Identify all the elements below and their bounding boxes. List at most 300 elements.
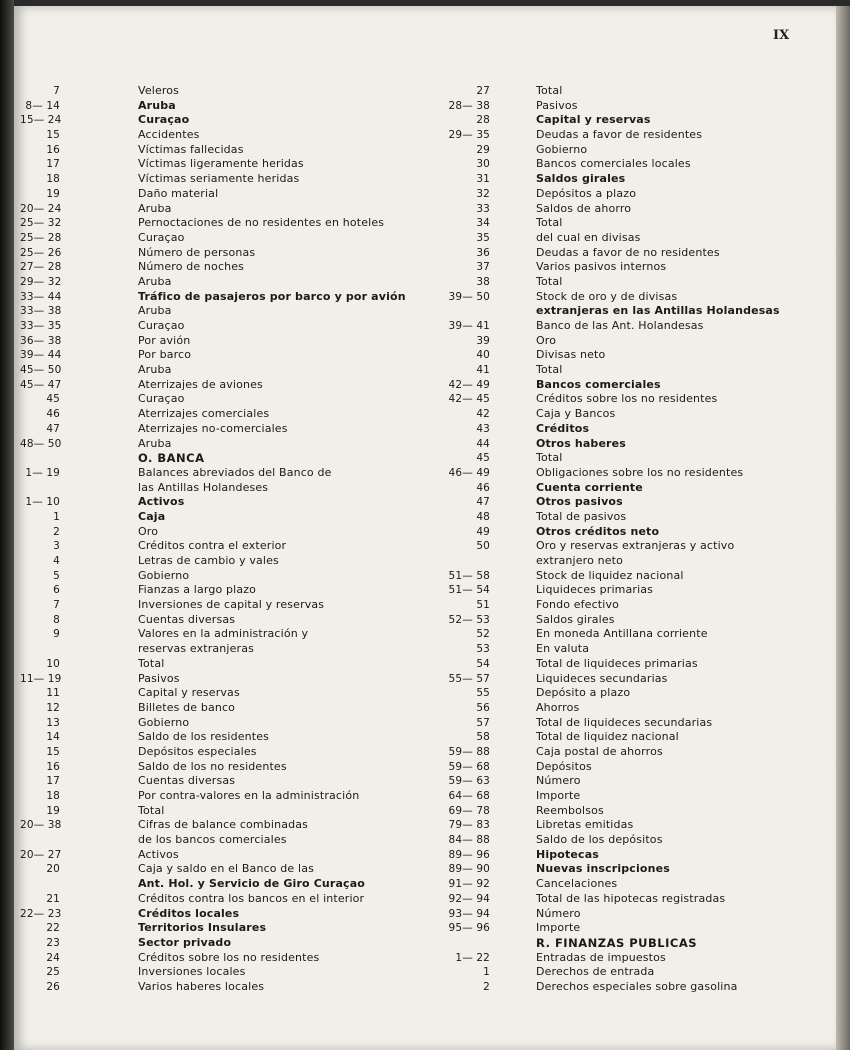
entry-number: 35	[476, 231, 490, 244]
entry-label: Accidentes	[138, 128, 200, 142]
entry-label: Gobierno	[138, 568, 190, 582]
index-entry	[438, 363, 830, 378]
entry-number: 20— 24	[20, 202, 62, 215]
entry-number: 51	[476, 599, 490, 612]
index-entry	[438, 554, 830, 569]
index-entry	[438, 246, 830, 261]
entry-label: Número de personas	[138, 245, 256, 259]
entry-label: Número de noches	[138, 260, 245, 274]
index-entry	[438, 260, 830, 275]
scan-left-edge	[0, 0, 14, 1050]
index-entry	[20, 378, 420, 393]
index-entry	[438, 877, 830, 892]
entry-number: 6	[53, 584, 60, 597]
entry-number: 46	[476, 481, 490, 494]
entry-label: Saldo de los no residentes	[138, 759, 287, 773]
entry-label: Obligaciones sobre los no residentes	[536, 465, 744, 479]
left-index-column	[20, 84, 420, 995]
entry-number: 51— 54	[448, 584, 490, 597]
entry-number: 91— 92	[448, 878, 490, 891]
entry-label: Depósito a plazo	[536, 686, 631, 700]
entry-number: 46— 49	[448, 466, 490, 479]
entry-number: 42— 45	[448, 393, 490, 406]
entry-number: 56	[476, 701, 490, 714]
index-entry	[20, 892, 420, 907]
entry-number: 58	[476, 731, 490, 744]
entry-label: Aterrizajes comerciales	[138, 407, 270, 421]
index-entry	[438, 84, 830, 99]
index-entry	[20, 701, 420, 716]
entry-label: Caja y saldo en el Banco de las	[138, 862, 314, 876]
entry-label: Otros créditos neto	[536, 524, 660, 538]
entry-label: Reembolsos	[536, 803, 604, 817]
entry-number: 29— 35	[448, 129, 490, 142]
entry-number: 29— 32	[20, 275, 62, 288]
index-entry	[20, 818, 420, 833]
index-entry	[438, 481, 830, 496]
entry-label: Total de las hipotecas registradas	[536, 891, 726, 905]
index-entry	[438, 686, 830, 701]
index-entry	[438, 99, 830, 114]
entry-number: 43	[476, 422, 490, 435]
index-entry	[438, 437, 830, 452]
entry-number: 7	[53, 599, 60, 612]
index-entry	[20, 907, 420, 922]
entry-number: 15	[46, 129, 60, 142]
entry-label: Balances abreviados del Banco de	[138, 465, 332, 479]
entry-label: Total	[138, 803, 165, 817]
entry-label: Número	[536, 774, 581, 788]
entry-number: 13	[46, 716, 60, 729]
index-entry	[20, 848, 420, 863]
index-entry	[20, 304, 420, 319]
index-entry	[20, 716, 420, 731]
entry-number: 25— 32	[20, 217, 62, 230]
index-entry	[20, 334, 420, 349]
index-entry	[438, 348, 830, 363]
entry-label: Importe	[536, 789, 581, 802]
entry-label: Deudas a favor de no residentes	[536, 245, 720, 259]
entry-label: reservas extranjeras	[138, 642, 254, 656]
index-entry	[438, 907, 830, 922]
index-entry	[20, 760, 420, 775]
index-entry	[20, 583, 420, 598]
entry-label: Curaçao	[138, 230, 185, 244]
entry-number: 30	[476, 158, 490, 171]
index-entry	[438, 128, 830, 143]
index-entry	[438, 157, 830, 172]
entry-number: 84— 88	[448, 834, 490, 847]
entry-label: Oro	[536, 333, 557, 347]
entry-number: 42— 49	[448, 378, 490, 391]
page-number: IX	[773, 28, 790, 43]
entry-number: 1— 10	[25, 496, 60, 509]
index-entry	[20, 172, 420, 187]
entry-label: Víctimas seriamente heridas	[138, 172, 300, 186]
entry-number: 39— 44	[20, 349, 62, 362]
index-entry	[438, 613, 830, 628]
entry-label: Curaçao	[138, 319, 185, 332]
index-entry	[20, 260, 420, 275]
entry-label: Aruba	[138, 98, 176, 112]
index-entry	[20, 569, 420, 584]
entry-label: Hipotecas	[536, 847, 599, 861]
entry-number: 14	[46, 731, 60, 744]
index-entry	[438, 495, 830, 510]
index-entry	[438, 187, 830, 202]
entry-number: 33— 38	[20, 305, 62, 318]
entry-number: 19	[46, 804, 60, 817]
entry-number: 8— 14	[25, 99, 60, 112]
entry-label: Ahorros	[536, 700, 580, 714]
index-entry	[20, 275, 420, 290]
entry-number: 25— 28	[20, 231, 62, 244]
entry-number: 46	[46, 408, 60, 421]
entry-label: de los bancos comerciales	[138, 833, 287, 847]
entry-label: Inversiones de capital y reservas	[138, 598, 325, 612]
entry-number: 44	[476, 437, 490, 450]
entry-number: 27— 28	[20, 261, 62, 274]
entry-label: En valuta	[536, 642, 590, 656]
entry-number: 33— 35	[20, 320, 62, 332]
entry-label: Saldos de ahorro	[536, 201, 632, 215]
entry-number: 9	[53, 628, 60, 641]
entry-number: 15	[46, 745, 60, 758]
index-entry	[20, 951, 420, 966]
entry-number: 33— 44	[20, 290, 62, 303]
entry-number: 17	[46, 158, 60, 171]
entry-number: 69— 78	[448, 804, 490, 817]
entry-label: Aterrizajes no-comerciales	[138, 421, 288, 435]
index-entry	[438, 510, 830, 525]
entry-label: Por avión	[138, 333, 191, 347]
entry-number: 22— 23	[20, 907, 62, 920]
entry-label: Total	[536, 363, 563, 377]
entry-label: Cancelaciones	[536, 877, 618, 891]
entry-label: Caja postal de ahorros	[536, 744, 663, 758]
index-entry	[438, 275, 830, 290]
entry-number: 45	[476, 452, 490, 465]
entry-number: 37	[476, 261, 490, 274]
entry-label: las Antillas Holandeses	[138, 480, 269, 494]
entry-label: Total	[536, 84, 563, 97]
entry-label: Total	[138, 656, 165, 670]
entry-label: En moneda Antillana corriente	[536, 627, 708, 641]
entry-label: del cual en divisas	[536, 230, 641, 244]
index-entry	[20, 980, 420, 995]
entry-label: Aruba	[138, 436, 172, 450]
index-entry	[20, 774, 420, 789]
entry-label: Por contra-valores en la administración	[138, 789, 360, 802]
entry-number: 25— 26	[20, 246, 62, 259]
entry-number: 45— 50	[20, 364, 62, 377]
entry-number: 53	[476, 643, 490, 656]
entry-label: Total de liquideces secundarias	[536, 715, 713, 729]
index-entry	[438, 936, 830, 951]
entry-number: 36— 38	[20, 334, 62, 347]
index-entry	[438, 392, 830, 407]
entry-number: 4	[53, 555, 60, 567]
index-entry	[438, 672, 830, 687]
entry-number: 38	[476, 275, 490, 288]
index-entry	[20, 157, 420, 172]
index-entry	[20, 422, 420, 437]
entry-label: Activos	[138, 847, 179, 861]
entry-number: 2	[483, 980, 490, 993]
entry-number: 24	[46, 951, 60, 964]
entry-label: Divisas neto	[536, 348, 606, 362]
index-entry	[438, 113, 830, 128]
entry-number: 5	[53, 569, 60, 582]
entry-label: Aruba	[138, 363, 172, 377]
index-entry	[20, 451, 420, 466]
index-entry	[438, 862, 830, 877]
index-entry	[438, 539, 830, 554]
index-entry	[20, 525, 420, 540]
entry-label: Créditos sobre los no residentes	[138, 950, 320, 964]
index-entry	[20, 627, 420, 642]
entry-number: 23	[46, 936, 60, 949]
index-entry	[20, 128, 420, 143]
entry-label: Libretas emitidas	[536, 818, 634, 832]
index-entry	[438, 774, 830, 789]
entry-label: Total de liquidez nacional	[536, 730, 679, 744]
index-entry	[20, 84, 420, 99]
entry-label: Créditos sobre los no residentes	[536, 392, 718, 406]
entry-label: extranjeras en las Antillas Holandesas	[536, 304, 780, 318]
entry-label: Derechos de entrada	[536, 965, 655, 979]
entry-label: Deudas a favor de residentes	[536, 128, 703, 142]
entry-label: Caja	[138, 509, 166, 523]
index-entry	[438, 290, 830, 305]
entry-label: Pasivos	[536, 98, 578, 112]
entry-number: 48	[476, 510, 490, 523]
index-entry	[20, 290, 420, 305]
entry-label: Derechos especiales sobre gasolina	[536, 979, 738, 993]
entry-label: Curaçao	[138, 113, 190, 127]
entry-label: Saldos girales	[536, 612, 615, 626]
entry-number: 3	[53, 540, 60, 553]
entry-number: 29	[476, 143, 490, 156]
entry-number: 18	[46, 790, 60, 802]
index-entry	[438, 451, 830, 466]
entry-number: 45— 47	[20, 378, 62, 391]
entry-label: Total	[536, 451, 563, 465]
index-entry	[20, 202, 420, 217]
index-entry	[20, 613, 420, 628]
index-entry	[20, 642, 420, 657]
index-entry	[438, 980, 830, 995]
entry-number: 20— 27	[20, 848, 62, 861]
entry-label: Capital y reservas	[138, 686, 240, 700]
entry-label: Caja y Bancos	[536, 407, 616, 421]
entry-label: Nuevas inscripciones	[536, 862, 670, 876]
index-entry	[438, 657, 830, 672]
entry-number: 22	[46, 922, 60, 935]
entry-label: R. FINANZAS PUBLICAS	[536, 935, 698, 950]
entry-number: 59— 68	[448, 760, 490, 773]
index-entry	[438, 642, 830, 657]
entry-number: 1— 19	[25, 466, 60, 479]
index-entry	[20, 99, 420, 114]
index-entry	[20, 363, 420, 378]
entry-label: Pasivos	[138, 671, 180, 685]
index-entry	[438, 583, 830, 598]
entry-number: 33	[476, 202, 490, 215]
entry-number: 1	[483, 966, 490, 979]
entry-label: Ant. Hol. y Servicio de Giro Curaçao	[138, 877, 366, 891]
entry-number: 39— 41	[448, 320, 490, 332]
index-entry	[438, 525, 830, 540]
index-entry	[438, 143, 830, 158]
entry-label: Tráfico de pasajeros por barco y por avión	[138, 289, 406, 303]
index-entry	[20, 319, 420, 334]
index-entry	[20, 936, 420, 951]
entry-label: Bancos comerciales locales	[536, 157, 691, 171]
index-entry	[438, 818, 830, 833]
entry-label: Aruba	[138, 304, 172, 318]
index-entry	[20, 246, 420, 261]
entry-label: Activos	[138, 495, 185, 509]
entry-label: Varios pasivos internos	[536, 260, 667, 274]
index-entry	[20, 877, 420, 892]
index-entry	[20, 187, 420, 202]
index-entry	[438, 319, 830, 334]
entry-label: Otros pasivos	[536, 495, 623, 509]
index-entry	[20, 231, 420, 246]
index-entry	[438, 569, 830, 584]
entry-number: 18	[46, 173, 60, 186]
index-entry	[20, 686, 420, 701]
entry-number: 12	[46, 701, 60, 714]
entry-number: 7	[53, 85, 60, 97]
entry-number: 39— 50	[448, 290, 490, 303]
index-entry	[20, 745, 420, 760]
entry-label: Valores en la administración y	[138, 627, 309, 641]
index-entry	[438, 202, 830, 217]
index-entry	[438, 172, 830, 187]
index-entry	[438, 466, 830, 481]
entry-number: 41	[476, 364, 490, 377]
entry-label: Stock de oro y de divisas	[536, 289, 678, 303]
index-entry	[20, 407, 420, 422]
index-entry	[438, 378, 830, 393]
entry-number: 89— 96	[448, 848, 490, 861]
index-entry	[438, 745, 830, 760]
entry-label: Billetes de banco	[138, 700, 236, 714]
index-entry	[438, 760, 830, 775]
entry-label: Número	[536, 906, 581, 920]
entry-label: Saldo de los residentes	[138, 730, 270, 744]
entry-number: 32	[476, 187, 490, 200]
index-entry	[20, 965, 420, 980]
entry-number: 95— 96	[448, 922, 490, 935]
index-entry	[20, 392, 420, 407]
entry-number: 15— 24	[20, 114, 62, 127]
index-entry	[438, 304, 830, 319]
entry-label: Fondo efectivo	[536, 598, 620, 612]
entry-number: 31	[476, 173, 490, 186]
entry-number: 10	[46, 657, 60, 670]
entry-label: Stock de liquidez nacional	[536, 568, 684, 582]
entry-label: Pernoctaciones de no residentes en hoteles	[138, 216, 385, 230]
entry-label: Liquideces primarias	[536, 583, 654, 597]
index-entry	[438, 216, 830, 231]
entry-number: 21	[46, 892, 60, 905]
entry-number: 64— 68	[448, 790, 490, 802]
index-entry	[20, 348, 420, 363]
entry-number: 34	[476, 217, 490, 230]
entry-label: Víctimas fallecidas	[138, 142, 244, 156]
entry-label: Créditos locales	[138, 906, 240, 920]
index-entry	[20, 730, 420, 745]
index-entry	[20, 862, 420, 877]
index-entry	[438, 627, 830, 642]
entry-number: 57	[476, 716, 490, 729]
entry-number: 2	[53, 525, 60, 538]
entry-number: 50	[476, 540, 490, 553]
entry-label: Créditos contra el exterior	[138, 539, 287, 553]
entry-label: Por barco	[138, 348, 192, 362]
index-entry	[20, 466, 420, 481]
entry-label: Inversiones locales	[138, 965, 246, 979]
index-entry	[438, 334, 830, 349]
entry-label: Veleros	[138, 84, 180, 97]
index-entry	[438, 730, 830, 745]
entry-label: Cuentas diversas	[138, 612, 236, 626]
entry-number: 1	[53, 510, 60, 523]
entry-label: Aterrizajes de aviones	[138, 377, 263, 391]
entry-number: 26	[46, 980, 60, 993]
entry-label: Total	[536, 216, 563, 230]
entry-label: Depósitos a plazo	[536, 186, 637, 200]
entry-number: 1— 22	[455, 951, 490, 964]
entry-label: Oro y reservas extranjeras y activo	[536, 539, 735, 553]
index-entry	[20, 437, 420, 452]
index-entry	[20, 539, 420, 554]
entry-number: 28	[476, 114, 490, 127]
entry-label: Total de liquideces primarias	[536, 656, 698, 670]
entry-label: Fianzas a largo plazo	[138, 583, 257, 597]
index-entry	[20, 554, 420, 569]
entry-number: 47	[476, 496, 490, 509]
index-entry	[438, 965, 830, 980]
index-entry	[438, 789, 830, 804]
entry-label: Varios haberes locales	[138, 979, 265, 993]
index-entry	[20, 481, 420, 496]
entry-label: Créditos	[536, 421, 590, 435]
entry-label: Entradas de impuestos	[536, 950, 666, 964]
entry-number: 25	[46, 966, 60, 979]
entry-label: extranjero neto	[536, 554, 623, 567]
index-entry	[20, 804, 420, 819]
index-entry	[20, 143, 420, 158]
entry-label: O. BANCA	[138, 451, 205, 466]
entry-label: Banco de las Ant. Holandesas	[536, 319, 704, 332]
entry-label: Importe	[536, 921, 581, 935]
entry-label: Capital y reservas	[536, 113, 651, 127]
index-entry	[20, 833, 420, 848]
index-entry	[20, 495, 420, 510]
index-entry	[438, 804, 830, 819]
index-entry	[438, 951, 830, 966]
index-entry	[438, 892, 830, 907]
entry-number: 36	[476, 246, 490, 259]
entry-number: 59— 63	[448, 775, 490, 788]
index-entry	[438, 716, 830, 731]
entry-label: Aruba	[138, 201, 172, 215]
entry-label: Daño material	[138, 186, 219, 200]
